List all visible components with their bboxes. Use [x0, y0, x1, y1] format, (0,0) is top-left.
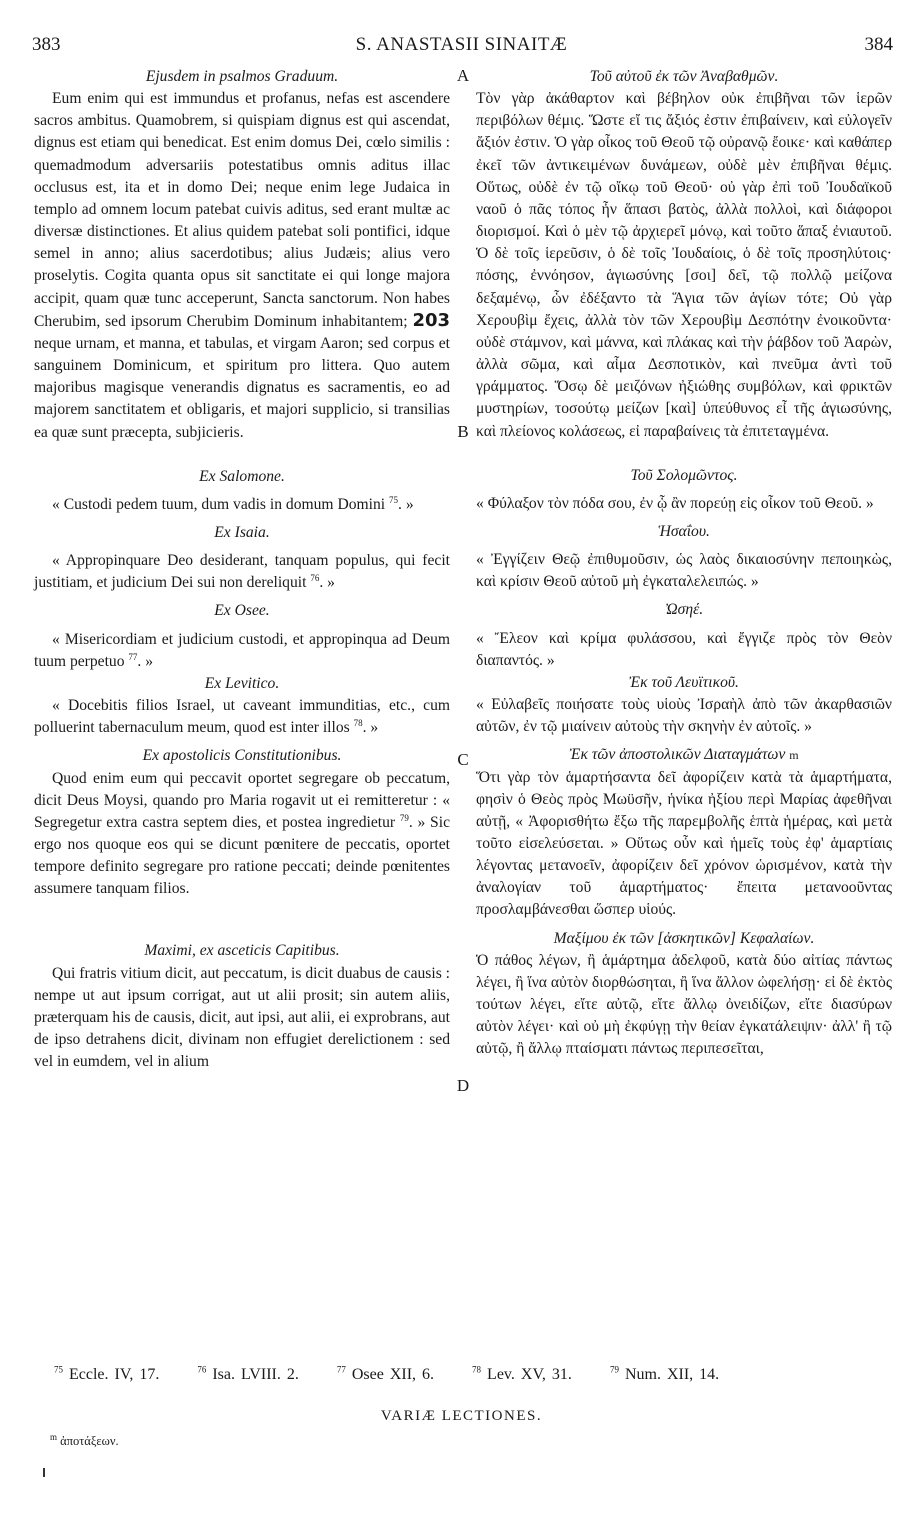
latin-column — [34, 66, 450, 1073]
section-heading: Maximi, ex asceticis Capitibus. — [144, 942, 340, 960]
paragraph: « Docebitis filios Israel, ut caveant immunditias, etc., cum polluerint tabernaculum meum, quod est inter illos $^{78}$. » — [34, 697, 450, 737]
footnote: $^{77}$ Osee XII, 6. — [336, 1364, 435, 1383]
section-heading: Ἡσαΐου. — [658, 522, 710, 540]
footnotes — [54, 1366, 854, 1384]
footnote-ref: 77 — [128, 651, 138, 662]
paragraph: « Custodi pedem tuum, dum vadis in domum Domini $^{75}$. » — [52, 494, 414, 513]
page-header — [0, 34, 923, 60]
paragraph: « Misericordiam et judicium custodi, et appropinqua ad Deum tuum perpetuo $^{77}$. » — [34, 630, 450, 670]
section-heading: Ex apostolicis Constitutionibus. — [142, 747, 342, 765]
section-heading: Ἐκ τοῦ Λευϊτικοῦ. — [629, 673, 739, 691]
greek-column — [476, 66, 892, 1061]
page-number-left: 383 — [32, 34, 61, 55]
paragraph: Eum enim qui est immundus et profanus, nefas est ascendere sacros ambitus. Quamobrem, si quispiam dignus est qui ascendat, dignus est etiam qui benedicat. Est enim domus Dei, cœlo similis : quemadmodum adversariis potestatibus omnis aditus illac occlusus est, ita et in domo Dei; neque enim lege Judaica in templo ad omnem locum patebat cuivis aditus, sed erant multæ ac diversæ distinctiones. Et alius quidem patebat soli pontifici, idque semel in anno; alius sacerdotibus; alius Judæis; alius vero proselytis. Cogita quanta opus sit sanctitate ei qui longe majora accipit, quam quæ tunc acceperunt, Sancta sanctorum. Non habes Cherubim, sed ipsorum Cherubim Dominum inhabitantem; 203 neque urnam, et manna, et tabulas, et virgam Aaron; sed corpus et sanguinem Dominicum, et spiritum pro littera. Quo autem majoribus magisque venerandis dignatus es sacramentis, eo ad majorem sanctitatem et obligaris, et majori supplicio, si transilias ea quæ sunt præcepta, subjicieris. — [34, 90, 451, 441]
running-title: S. ANASTASII SINAITÆ — [355, 34, 568, 55]
margin-letter-a: A — [456, 66, 470, 85]
footnote-ref: 76 — [310, 573, 320, 584]
paragraph: « Φύλαξον τὸν πόδα σου, ἐν ᾧ ἂν πορεύῃ εἰς οἶκον τοῦ Θεοῦ. » — [476, 494, 874, 512]
footnote: $^{79}$ Num. XII, 14. — [609, 1364, 720, 1383]
paragraph: Qui fratris vitium dicit, aut peccatum, is dicit duabus de causis : nempe ut aut ipsum corrigat, aut ut alii prosit; sin autem aliis, præterquam his de causis, dicit, aut ipsi, aut alii, ei exprobrans, aut de ipso detrahens dicit, divinam non effugiet derelictionem : sed vel in eumdem, vel in alium — [34, 964, 450, 1071]
section-heading: Μαξίμου ἐκ τῶν [ἀσκητικῶν] Κεφαλαίων. — [553, 929, 815, 947]
paragraph: « Εὐλαβεῖς ποιήσατε τοὺς υἱοὺς Ἰσραὴλ ἀπὸ τῶν ἀκαρθασιῶν αὐτῶν, ἐν τῷ μιαίνειν αὐτοὺς τὴν σκηνὴν ἐν αὐτοῖς. » — [476, 696, 892, 736]
section-heading: Ex Levitico. — [204, 674, 280, 692]
margin-letter-b: B — [457, 422, 469, 441]
page-mark: 203 — [412, 309, 451, 331]
section-heading: Τοῦ Σολομῶντος. — [630, 466, 738, 484]
variae-lectiones-title: VARIÆ LECTIONES. — [380, 1408, 543, 1424]
variant-reading: $^m$ ἀποτάξεων. — [50, 1431, 119, 1448]
printer-mark — [43, 1468, 45, 1477]
variant-ref: m — [789, 748, 799, 763]
section-heading: Ejusdem in psalmos Graduum. — [145, 68, 339, 85]
footnote-ref: 79 — [399, 812, 409, 823]
section-heading: Ex Isaia. — [214, 523, 270, 541]
footnote-ref: 75 — [389, 494, 399, 505]
paragraph: Ὅτι γὰρ τὸν ἁμαρτήσαντα δεῖ ἀφορίζειν κατὰ τὰ ἁμαρτήματα, φησὶν ὁ Θεὸς πρὸς Μωϋσῆν, ἡνίκα ἠξίου περὶ Μαρίας ἀφεθῆναι αὐτῇ, « Ἀφορισθήτω ἔξω τῆς παρεμβολῆς ἑπτὰ ἡμέρας, καὶ μετὰ τοῦτο εἰσελεύσεται. » Οὕτως οὖν καὶ ἡμεῖς τοὺς ἐφ' ἁμαρτίαις λέγοντας μετανοεῖν, ἀφορίζειν δεῖ χρόνον ὡρισμένον, κατὰ τὴν ἀναλογίαν τοῦ ἁμαρτήματος· ἔπειτα μετανοοῦντας προσλαμβάνεσθαι ὥσπερ υἱούς. — [476, 768, 892, 919]
section-heading: Ex Salomone. — [199, 467, 285, 485]
section-heading: Ex Osee. — [214, 602, 270, 620]
paragraph: « Appropinquare Deo desiderant, tanquam populus, qui fecit justitiam, et judicium Dei sui non dereliquit $^{76}$. » — [34, 552, 450, 592]
footnote: $^{75}$ Eccle. IV, 17. — [54, 1364, 160, 1383]
margin-letter-d: D — [456, 1076, 470, 1095]
section-heading: Ὠσηέ. — [664, 601, 704, 619]
section-heading: Τοῦ αὐτοῦ ἐκ τῶν Ἀναβαθμῶν. — [589, 68, 779, 85]
footnote: $^{76}$ Isa. LVIII. 2. — [197, 1364, 299, 1383]
footnote-ref: 78 — [353, 718, 363, 729]
margin-letter-c: C — [457, 750, 469, 769]
paragraph: « Ἐγγίζειν Θεῷ ἐπιθυμοῦσιν, ὡς λαὸς δικαιοσύνην πεποιηκὼς, καὶ κρίσιν Θεοῦ αὐτοῦ μὴ ἐγκαταλελειπώς. » — [476, 551, 892, 591]
paragraph: Τὸν γὰρ ἀκάθαρτον καὶ βέβηλον οὐκ ἐπιβῆναι τῶν ἱερῶν περιβόλων θέμις. Ὥστε εἴ τις ἄξιός ἐστιν ἐπιβαίνειν, καὶ εὐλογεῖν ἄξιόν ἐστιν. Ὁ γὰρ οἶκος τοῦ Θεοῦ τῷ οὐρανῷ ἔοικε· καὶ καθάπερ ἐκεῖ τῶν ἀντικειμένων δυνάμεων, οὐδὲ μὲν ἐπιβῆναι θέμις. Οὕτως, οὐδὲ ἐν τῷ οἴκῳ τοῦ Θεοῦ· οὐ γὰρ ἐπὶ τοῦ Ἰουδαϊκοῦ ναοῦ ὁ πᾶς τόπος ἦν ἅπασι βατὸς, ἀλλὰ πολλοὶ, καὶ διάφοροι διορισμοί. Καὶ ὁ μὲν τῷ ἀρχιερεῖ μόνῳ, καὶ τοῦτο ἅπαξ ἐνιαυτοῦ. Ὁ δὲ τοῖς ἱερεῦσιν, ὁ δὲ τοῖς Ἰουδαίοις, ὁ δὲ τοῖς προσηλύτοις· πόσης, ἐννόησον, ἁγιωσύνης [σοι] δεῖ, τῷ πολλῷ μείζονα δεξαμένῳ, ὧν ἐδέξαντο τὰ Ἅγια τῶν ἁγίων τότε; Οὐ γὰρ Χερουβὶμ ἔχεις, ἀλλὰ τὸν τῶν Χερουβὶμ Δεσπότην ἐνοικοῦντα· οὐδὲ στάμνον, καὶ μάννα, καὶ πλάκας καὶ τὴν ῥάβδον τοῦ Ἀαρὼν, ἀλλὰ σῶμα, καὶ αἷμα Δεσποτικὸν, καὶ πνεῦμα ἀντὶ τοῦ γράμματος. Ὅσῳ δὲ μειζόνων ἠξιώθης συμβόλων, καὶ φρικτῶν μυστηρίων, τοσούτῳ μείζων [καὶ] ὑπεύθυνος εἶ τῆς ἁγιωσύνης, καὶ πλείονος κολάσεως, εἰ παραβαίνεις τὰ ἐπιτεταγμένα. — [476, 90, 892, 440]
footnote: $^{78}$ Lev. XV, 31. — [472, 1364, 572, 1383]
page-number-right: 384 — [864, 34, 893, 55]
paragraph: Ὁ πάθος λέγων, ἢ ἁμάρτημα ἀδελφοῦ, κατὰ δύο αἰτίας πάντως λέγει, ἢ ἵνα αὐτὸν διορθώσηται, ἢ ἵνα ἄλλον ὠφελήσῃ· εἰ δὲ ἐκτὸς τούτων λέγει, εἴτε αὐτῷ, εἴτε ἄλλῳ ὀνειδίζων, εἴτε διασύρων αὐτὸν λέγει· καὶ οὐ μὴ ἐκφύγῃ τὴν θείαν ἐγκατάλειψιν· ἀλλ' ἢ τῷ αὐτῷ, ἢ ἄλλῳ πταίσματι πάντως περιπεσεῖται, — [476, 951, 892, 1058]
section-heading: Ἐκ τῶν ἀποστολικῶν Διαταγμάτων m — [569, 746, 799, 764]
paragraph: « Ἔλεον καὶ κρίμα φυλάσσου, καὶ ἔγγιζε πρὸς τὸν Θεὸν διαπαντός. » — [476, 629, 892, 669]
paragraph: Quod enim eum qui peccavit oportet segregare ob peccatum, dicit Deus Moysi, quando pro Maria rogavit ut ei remitteretur : « Segregetur extra castra septem dies, et postea ingredietur $^{79}$. » Sic ergo nos quoque eos qui se dicunt pœnitere de peccatis, oportet tempore definito segregare pro ratione peccati; deinde pœnitentes assumere tanquam filios. — [34, 769, 450, 898]
